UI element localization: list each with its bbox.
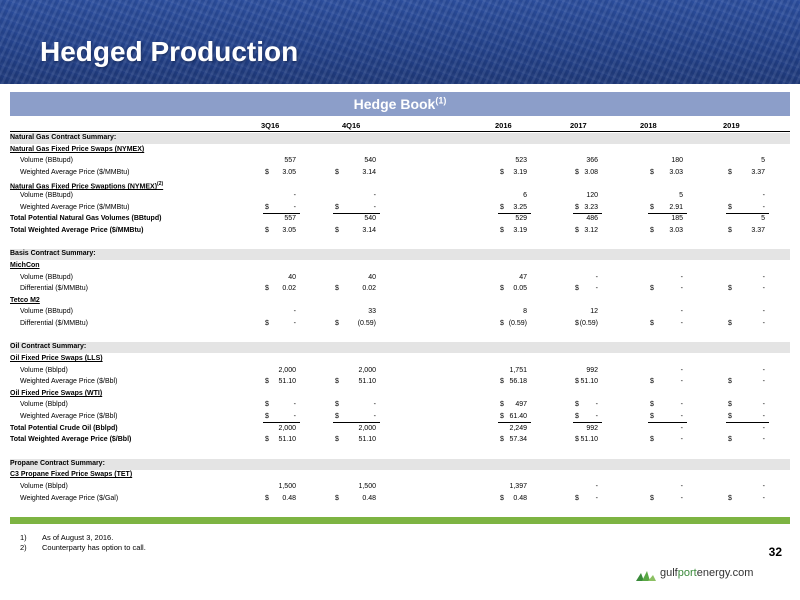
row-label-text: Basis Contract Summary: [10,250,96,257]
table-cell: 2,000 [358,425,376,432]
table-cell: - [762,274,765,281]
table-cell: - [293,413,296,420]
table-cell: - [595,401,598,408]
row-label [10,262,40,269]
company-logo [636,567,786,583]
table-cell: 40 [288,274,296,281]
row-label [20,192,73,199]
table-row [10,377,790,388]
row-label [20,285,88,292]
logo-text-energy: energy [696,567,730,579]
table-cell: 51.10 [278,378,296,385]
table-cell: 56.18 [509,378,527,385]
table-cell: 486 [586,215,598,222]
table-row [10,226,790,237]
row-label-text: Volume (BBtupd) [20,274,73,281]
dollar-sign: $ [650,413,654,420]
row-label [10,250,96,257]
table-cell: 3.37 [751,169,765,176]
spacer-row [10,447,790,458]
table-row [10,494,790,505]
table-cell: 3.03 [669,227,683,234]
row-label-text: Total Weighted Average Price ($/MMBtu) [10,227,144,234]
table-cell: - [762,401,765,408]
row-label [20,320,88,327]
dollar-sign: $ [728,401,732,408]
dollar-sign: $ [335,285,339,292]
table-cell: (0.59) [579,320,598,327]
footnote-1 [20,533,320,543]
dollar-sign: $ [500,169,504,176]
table-cell: - [293,308,296,315]
row-label [20,367,68,374]
row-label [10,425,118,432]
dollar-sign: $ [500,436,504,443]
table-cell: 2,000 [358,367,376,374]
table-cell: - [595,285,598,292]
table-cell: 3.14 [362,227,376,234]
table-cell: - [680,367,683,374]
hedge-book-title [354,96,447,112]
table-cell: 557 [284,215,296,222]
row-label [10,471,132,478]
row-label-text: Weighted Average Price ($/MMBtu) [20,169,130,176]
row-label-text: Weighted Average Price ($/Bbl) [20,413,118,420]
table-cell: 1,500 [278,483,296,490]
row-label [20,413,117,420]
table-cell: 2.91 [669,204,683,211]
dollar-sign: $ [650,401,654,408]
table-cell: 180 [671,157,683,164]
dollar-sign: $ [650,436,654,443]
table-cell: 51.10 [580,378,598,385]
table-cell: 3.14 [362,169,376,176]
table-cell: - [762,192,765,199]
table-cell: - [680,436,683,443]
row-label-text: Weighted Average Price ($/Bbl) [20,378,118,385]
header-divider [10,131,790,132]
table-cell: - [762,308,765,315]
table-cell: 992 [586,425,598,432]
column-header-5: 2019 [723,121,740,130]
row-label [20,274,73,281]
table-row [10,400,790,411]
table-cell: - [762,413,765,420]
subhead-row [10,389,790,400]
dollar-sign: $ [500,413,504,420]
dollar-sign: $ [728,320,732,327]
table-cell: 12 [590,308,598,315]
cell-underline [573,422,602,423]
dollar-sign: $ [728,169,732,176]
hedge-book-footnote-marker: (1) [435,95,447,106]
table-cell: 47 [519,274,527,281]
row-label-text: Oil Fixed Price Swaps (WTI) [10,390,103,397]
dollar-sign: $ [500,204,504,211]
dollar-sign: $ [728,285,732,292]
table-cell: 51.10 [358,378,376,385]
dollar-sign: $ [265,285,269,292]
table-cell: (0.59) [508,320,527,327]
dollar-sign: $ [650,169,654,176]
subhead-row [10,261,790,272]
row-label [10,215,161,222]
footnote-text: Counterparty has option to call. [42,543,146,552]
table-cell: 51.10 [278,436,296,443]
dollar-sign: $ [335,401,339,408]
table-cell: 57.34 [509,436,527,443]
dollar-sign: $ [500,378,504,385]
table-cell: - [595,274,598,281]
table-cell: 0.48 [282,495,296,502]
table-cell: 120 [586,192,598,199]
dollar-sign: $ [335,320,339,327]
hedge-book-label: Hedge Book [353,96,436,112]
dollar-sign: $ [500,285,504,292]
subhead-row [10,296,790,307]
dollar-sign: $ [728,204,732,211]
row-label-text: Weighted Average Price ($/MMBtu) [20,204,130,211]
row-label [20,157,73,164]
dollar-sign: $ [335,495,339,502]
row-label [10,146,144,153]
dollar-sign: $ [728,495,732,502]
table-cell: 1,397 [509,483,527,490]
table-cell: 40 [368,274,376,281]
dollar-sign: $ [265,169,269,176]
table-cell: 3.23 [584,204,598,211]
dollar-sign: $ [575,227,579,234]
table-cell: - [762,367,765,374]
row-label [10,390,102,397]
table-cell: 0.02 [362,285,376,292]
table-cell: - [293,320,296,327]
dollar-sign: $ [500,320,504,327]
subhead-row [10,354,790,365]
table-cell: 540 [364,215,376,222]
subhead-row [10,470,790,481]
table-cell: - [762,495,765,502]
table-cell: - [762,320,765,327]
column-header-4: 2018 [640,121,657,130]
table-cell: 1,751 [509,367,527,374]
table-cell: 529 [515,215,527,222]
table-row [10,412,790,423]
dollar-sign: $ [728,227,732,234]
dollar-sign: $ [265,378,269,385]
logo-text-gulf: gulf [660,567,678,579]
row-label-text: Oil Contract Summary: [10,343,87,350]
row-label [10,297,40,304]
table-cell: - [373,401,376,408]
dollar-sign: $ [728,378,732,385]
dollar-sign: $ [500,495,504,502]
dollar-sign: $ [265,401,269,408]
table-cell: - [680,401,683,408]
row-label-text: Total Potential Crude Oil (Bblpd) [10,425,118,432]
table-row [10,307,790,318]
row-label-text: Total Potential Natural Gas Volumes (BBtupd) [10,215,162,222]
row-label-text: Volume (Bblpd) [20,483,68,490]
table-cell: 2,000 [278,425,296,432]
dollar-sign: $ [265,436,269,443]
row-label-text: Volume (BBtupd) [20,157,73,164]
row-label [20,378,117,385]
row-label-text: Total Weighted Average Price ($/Bbl) [10,436,132,443]
table-cell: 3.19 [513,227,527,234]
cell-underline [498,422,531,423]
table-cell: 497 [515,401,527,408]
table-cell: 5 [679,192,683,199]
table-row [10,203,790,214]
table-cell: 3.08 [584,169,598,176]
row-label [10,134,116,141]
footnote-number: 2) [20,543,27,552]
hedge-book-banner [10,92,790,116]
row-label [20,483,68,490]
table-cell: 0.05 [513,285,527,292]
dollar-sign: $ [335,204,339,211]
table-cell: 557 [284,157,296,164]
table-cell: 51.10 [580,436,598,443]
section-row [10,133,790,144]
dollar-sign: $ [575,413,579,420]
dollar-sign: $ [335,413,339,420]
section-row [10,459,790,470]
cell-underline [263,422,300,423]
dollar-sign: $ [575,495,579,502]
dollar-sign: $ [575,285,579,292]
table-cell: 5 [761,157,765,164]
column-header-2: 2016 [495,121,512,130]
dollar-sign: $ [500,227,504,234]
row-label [10,181,163,190]
table-cell: - [680,285,683,292]
row-label [20,169,129,176]
table-cell: - [680,413,683,420]
table-row [10,214,790,225]
row-label-text: MichCon [10,262,40,269]
dollar-sign: $ [265,204,269,211]
spacer-row [10,331,790,342]
cell-underline [333,422,380,423]
row-label [10,460,105,467]
table-cell: - [373,413,376,420]
table-cell: 5 [761,215,765,222]
table-cell: 8 [523,308,527,315]
header-banner [0,0,800,84]
dollar-sign: $ [728,436,732,443]
dollar-sign: $ [575,204,579,211]
row-label-text: Weighted Average Price ($/Gal) [20,495,119,502]
row-label-text: Volume (Bblpd) [20,367,68,374]
footnote-2 [20,543,320,553]
dollar-sign: $ [575,436,579,443]
table-cell: - [680,274,683,281]
row-label [10,355,103,362]
footnote-text: As of August 3, 2016. [42,533,114,542]
table-cell: - [373,204,376,211]
column-header-3: 2017 [570,121,587,130]
column-header-0: 3Q16 [261,121,280,130]
footer-bar [10,517,790,524]
row-label-text: Natural Gas Contract Summary: [10,134,117,141]
logo-text-port: port [677,567,697,579]
table-cell: 51.10 [358,436,376,443]
cell-underline [648,422,687,423]
table-row [10,191,790,202]
table-cell: - [680,483,683,490]
table-cell: 0.48 [362,495,376,502]
footnote-number: 1) [20,533,27,542]
dollar-sign: $ [265,495,269,502]
row-label-text: Volume (BBtupd) [20,308,73,315]
column-header-1: 4Q16 [342,121,361,130]
dollar-sign: $ [575,401,579,408]
table-cell: 185 [671,215,683,222]
section-row [10,249,790,260]
logo-mark-icon [636,567,658,581]
table-row [10,319,790,330]
table-cell: 0.48 [513,495,527,502]
table-cell: - [680,378,683,385]
table-cell: - [680,320,683,327]
subhead-row [10,180,790,191]
row-label [10,227,143,234]
dollar-sign: $ [650,378,654,385]
row-label-text: Natural Gas Fixed Price Swaps (NYMEX) [10,146,145,153]
table-cell: 3.05 [282,227,296,234]
table-cell: - [595,483,598,490]
table-cell: 3.25 [513,204,527,211]
spacer-row [10,238,790,249]
table-cell: - [293,192,296,199]
table-cell: - [373,192,376,199]
table-cell: - [762,378,765,385]
dollar-sign: $ [335,436,339,443]
dollar-sign: $ [650,285,654,292]
dollar-sign: $ [500,401,504,408]
row-label-text: Oil Fixed Price Swaps (LLS) [10,355,103,362]
dollar-sign: $ [335,227,339,234]
row-label-text: Tetco M2 [10,297,40,304]
table-cell: - [762,436,765,443]
footnote-marker: (2) [157,181,164,187]
table-cell: - [762,425,765,432]
page-number: 32 [768,545,782,559]
row-label-text: Propane Contract Summary: [10,460,105,467]
table-cell: 2,000 [278,367,296,374]
table-row [10,156,790,167]
table-cell: 3.05 [282,169,296,176]
dollar-sign: $ [728,413,732,420]
row-label-text: C3 Propane Fixed Price Swaps (TET) [10,471,133,478]
row-label-text: Differential ($/MMBtu) [20,320,88,327]
row-label [10,343,86,350]
table-cell: - [595,495,598,502]
table-cell: 540 [364,157,376,164]
table-cell: - [680,425,683,432]
row-label [20,308,73,315]
table-cell: - [680,308,683,315]
table-cell: 2,249 [509,425,527,432]
table-row [10,424,790,435]
row-label-text: Volume (Bblpd) [20,401,68,408]
table-cell: (0.59) [357,320,376,327]
dollar-sign: $ [650,204,654,211]
table-cell: 3.37 [751,227,765,234]
row-label [20,495,118,502]
table-cell: 33 [368,308,376,315]
row-label [20,401,68,408]
table-cell: 3.03 [669,169,683,176]
table-cell: - [293,204,296,211]
row-label-text: Volume (BBtupd) [20,192,73,199]
table-cell: 6 [523,192,527,199]
table-row [10,366,790,377]
table-cell: - [762,204,765,211]
table-cell: - [762,483,765,490]
table-cell: 3.19 [513,169,527,176]
table-cell: 61.40 [509,413,527,420]
row-label-text: Differential ($/MMBtu) [20,285,88,292]
table-cell: 3.12 [584,227,598,234]
subhead-row [10,145,790,156]
cell-underline [726,422,769,423]
dollar-sign: $ [265,227,269,234]
table-row [10,435,790,446]
table-cell: - [293,401,296,408]
table-row [10,168,790,179]
page-title: Hedged Production [40,36,299,67]
dollar-sign: $ [650,227,654,234]
dollar-sign: $ [575,378,579,385]
dollar-sign: $ [575,169,579,176]
table-row [10,273,790,284]
table-cell: - [762,285,765,292]
dollar-sign: $ [265,413,269,420]
table-row [10,284,790,295]
row-label [10,436,131,443]
table-cell: - [595,413,598,420]
dollar-sign: $ [650,320,654,327]
table-cell: 0.02 [282,285,296,292]
table-cell: 992 [586,367,598,374]
logo-text [660,567,753,579]
dollar-sign: $ [335,378,339,385]
table-cell: - [680,495,683,502]
row-label-text: Natural Gas Fixed Price Swaptions (NYMEX) [10,183,158,191]
logo-text-suffix: .com [729,567,754,579]
table-cell: 1,500 [358,483,376,490]
table-row [10,482,790,493]
dollar-sign: $ [265,320,269,327]
dollar-sign: $ [575,320,579,327]
table-cell: 523 [515,157,527,164]
section-row [10,342,790,353]
dollar-sign: $ [335,169,339,176]
table-cell: 366 [586,157,598,164]
dollar-sign: $ [650,495,654,502]
row-label [20,204,129,211]
